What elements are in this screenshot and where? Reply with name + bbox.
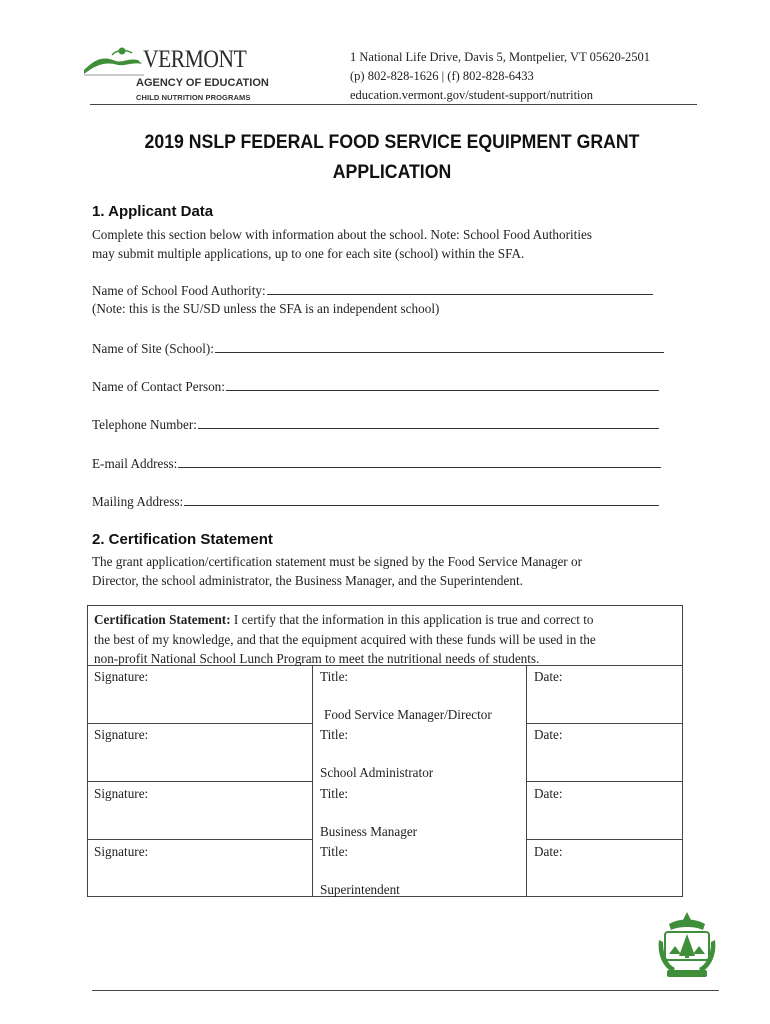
phone-fax-line: (p) 802-828-1626 | (f) 802-828-6433 [350,69,534,83]
contact-person-label: Name of Contact Person: [92,379,225,394]
logo-program: CHILD NUTRITION PROGRAMS [136,93,251,102]
signature-label: Signature: [94,844,149,859]
table-row-divider [88,781,312,782]
logo-wordmark: VERMONT [143,46,247,73]
title-label: Title: [320,727,349,742]
signature-label: Signature: [94,669,149,684]
title-line-1: 2019 NSLP FEDERAL FOOD SERVICE EQUIPMENT GRANT [144,132,640,153]
certification-table [87,605,683,897]
mailing-address-field[interactable] [92,493,659,510]
footer-divider [92,990,719,991]
certification-statement-line-1: I certify that the information in this application is true and correct to [230,612,594,627]
mailing-address-label: Mailing Address: [92,494,184,509]
certification-statement-line-2: the best of my knowledge, and that the equipment acquired with these funds will be used in the [94,631,596,647]
table-row-divider [88,665,682,666]
telephone-blank[interactable] [198,416,659,429]
email-label: E-mail Address: [92,456,178,471]
table-row-divider [88,839,312,840]
signature-label: Signature: [94,786,149,801]
logo-agency: AGENCY OF EDUCATION [136,77,269,89]
certification-statement-line-3: non-profit National School Lunch Program to meet the nutritional needs of students. [94,651,540,666]
contact-person-field[interactable] [92,378,659,395]
date-label: Date: [534,844,563,859]
title-label: Title: [320,669,349,684]
title-line-2: APPLICATION [332,162,452,183]
role-food-service-manager: Food Service Manager/Director [324,707,492,722]
certification-statement-label: Certification Statement: [94,612,231,627]
title-label: Title: [320,786,349,801]
sfa-note: (Note: this is the SU/SD unless the SFA is an independent school) [92,301,440,316]
sfa-name-field[interactable] [92,282,653,299]
date-label: Date: [534,669,563,684]
document-title [113,128,671,188]
table-row-divider [526,723,682,724]
section-1-heading: 1. Applicant Data [92,203,214,220]
contact-person-blank[interactable] [226,378,659,391]
certification-statement [94,610,680,669]
vermont-mountain-logo-icon [82,44,152,78]
contact-block [350,48,650,105]
table-row-divider [526,781,682,782]
date-label: Date: [534,786,563,801]
section-1-intro-line-2: may submit multiple applications, up to one for each site (school) within the SFA. [92,246,525,261]
section-1-intro-line-1: Complete this section below with information about the school. Note: School Food Authorities [92,227,592,242]
title-label: Title: [320,844,349,859]
signature-label: Signature: [94,727,149,742]
address-line: 1 National Life Drive, Davis 5, Montpelier, VT 05620-2501 [350,50,651,64]
table-column-divider [312,665,313,896]
email-blank[interactable] [178,455,661,468]
section-2-intro-line-2: Director, the school administrator, the Business Manager, and the Superintendent. [92,573,523,588]
email-field[interactable] [92,455,661,472]
table-row-divider [88,723,312,724]
date-label: Date: [534,727,563,742]
sfa-name-blank[interactable] [267,282,653,295]
section-2-intro-line-1: The grant application/certification statement must be signed by the Food Service Manager or [92,554,582,569]
role-school-administrator: School Administrator [320,765,434,780]
section-1-intro [92,225,682,263]
role-superintendent: Superintendent [320,882,400,897]
mailing-address-blank[interactable] [184,493,659,506]
role-business-manager: Business Manager [320,824,418,839]
telephone-field[interactable] [92,416,659,433]
telephone-label: Telephone Number: [92,417,197,432]
site-name-label: Name of Site (School): [92,341,214,356]
section-2-intro [92,552,682,590]
sfa-name-label: Name of School Food Authority: [92,283,266,298]
website-line: education.vermont.gov/student-support/nutrition [350,88,594,102]
site-name-field[interactable] [92,340,664,357]
table-row-divider [526,839,682,840]
vermont-state-seal-icon [655,910,719,982]
site-name-blank[interactable] [215,340,664,353]
header-divider [90,104,697,105]
section-2-heading: 2. Certification Statement [92,531,273,548]
vermont-aoe-logo [82,44,269,106]
